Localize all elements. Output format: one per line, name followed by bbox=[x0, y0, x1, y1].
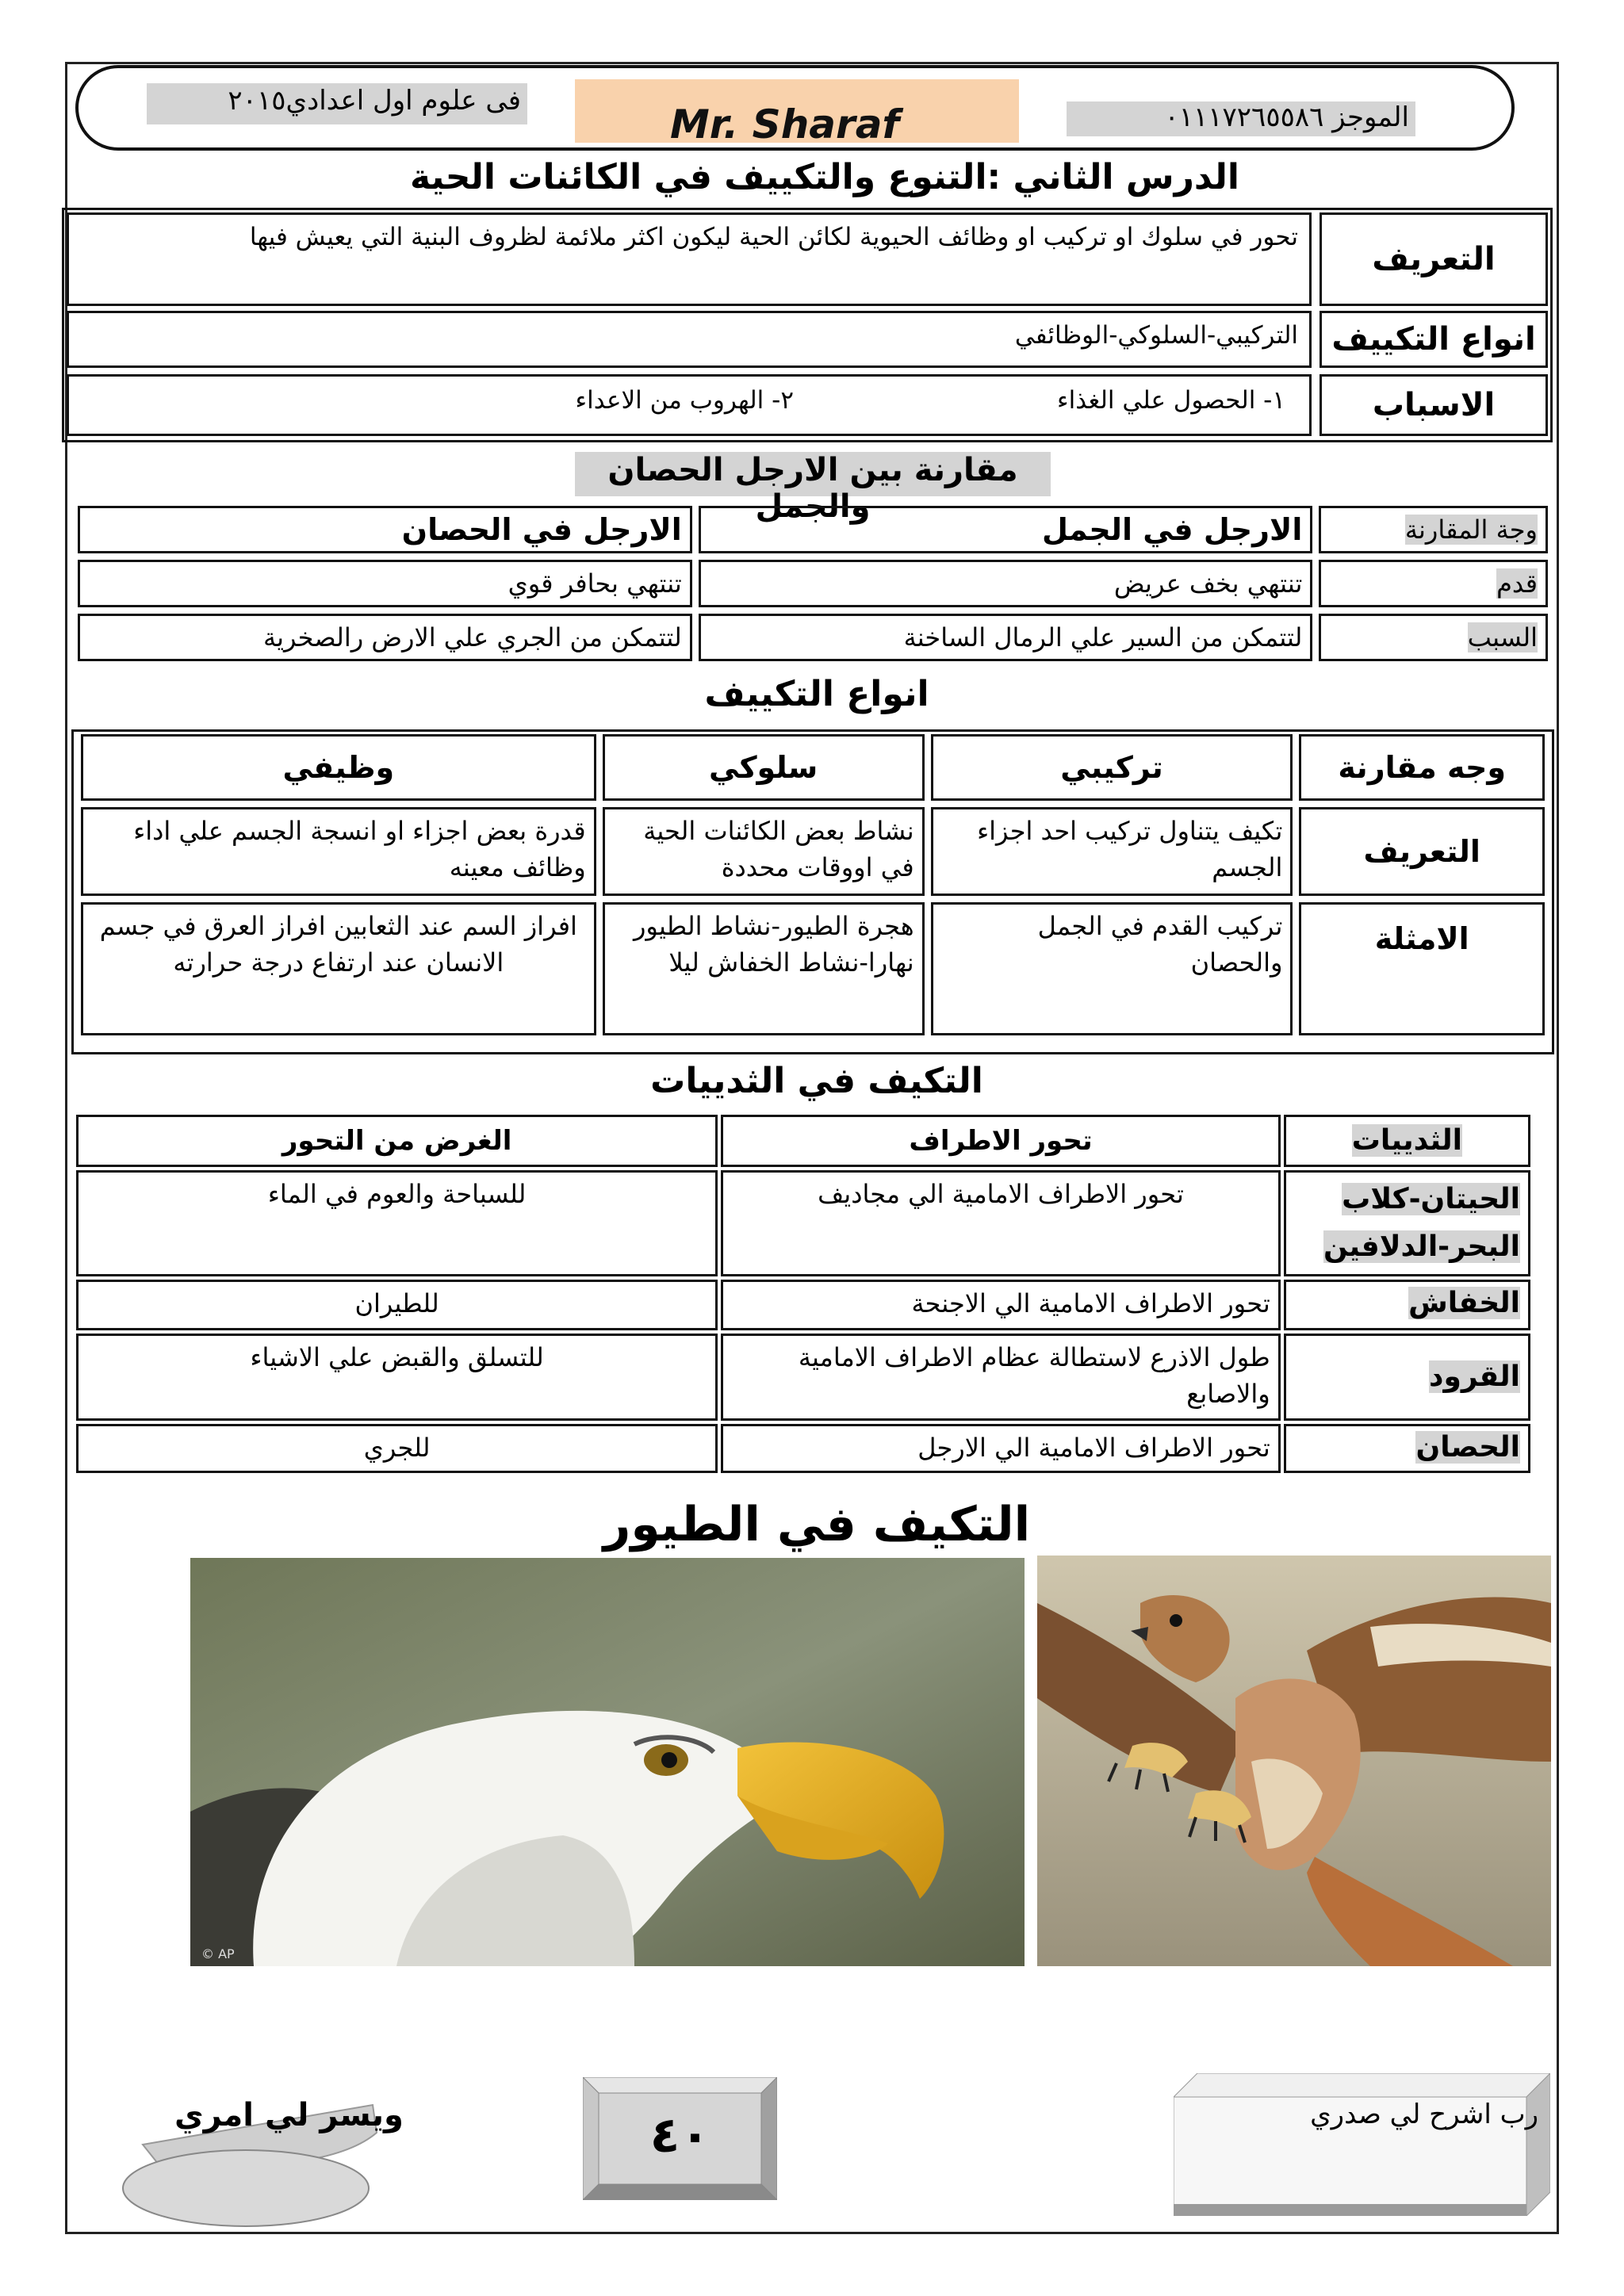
adaptation-types-label: انواع التكييف bbox=[1320, 311, 1548, 368]
table-cell: افراز السم عند الثعابين افراز العرق في جسم الانسان عند ارتفاع درجة حرارته bbox=[81, 902, 596, 1035]
table-header: التعريف bbox=[1299, 807, 1545, 896]
lesson-title: الدرس الثاني :التنوع والتكييف في الكائنات الحية bbox=[410, 157, 1239, 197]
table-cell: تحور الاطراف الامامية الي الارجل bbox=[721, 1424, 1281, 1473]
cell-text: الحصان bbox=[1415, 1431, 1520, 1464]
table-header: تركيبي bbox=[931, 734, 1293, 801]
table-row bbox=[76, 1424, 1530, 1473]
table-cell: تنتهي بحافر قوي bbox=[78, 560, 692, 607]
table-row bbox=[81, 734, 1545, 801]
table-cell: لتتمكن من السير علي الرمال الساخنة bbox=[699, 614, 1313, 661]
table-row bbox=[81, 902, 1545, 1035]
definition-label: التعريف bbox=[1320, 212, 1548, 306]
table-cell: تنتهي بخف عريض bbox=[699, 560, 1313, 607]
hawk-image bbox=[1037, 1556, 1551, 1966]
footer-right-box bbox=[1174, 2073, 1550, 2216]
table-cell: طول الاذرع لاستطالة عظام الاطراف الامامية والاصابع bbox=[721, 1334, 1281, 1421]
table-header: تحور الاطراف bbox=[721, 1115, 1281, 1167]
types-title: انواع التكييف bbox=[704, 674, 929, 714]
header-phone: الموجز ٠١١١٧٢٦٥٥٨٦ bbox=[1067, 101, 1415, 136]
cell-text: وجة المقارنة bbox=[1404, 515, 1538, 545]
table-cell: للجري bbox=[76, 1424, 718, 1473]
header-teacher-name: Mr. Sharaf bbox=[670, 101, 900, 147]
page-number: ٤٠ bbox=[649, 2106, 710, 2164]
table-cell: قدرة بعض اجزاء او انسجة الجسم علي اداء وظائف معينه bbox=[81, 807, 596, 896]
reason-escape: ٢- الهروب من الاعداء bbox=[575, 386, 794, 415]
types-table bbox=[75, 728, 1551, 1042]
table-header: الارجل في الحصان bbox=[78, 506, 692, 553]
table-row bbox=[81, 807, 1545, 896]
table-cell bbox=[1284, 1280, 1530, 1330]
table-cell bbox=[1319, 506, 1548, 553]
table-row bbox=[76, 1115, 1530, 1167]
definition-text: تحور في سلوك او تركيب او وظائف الحيوية لكائن الحية ليكون اكثر ملائمة لظروف البنية التي يعيش فيها bbox=[67, 212, 1312, 306]
table-cell bbox=[1284, 1170, 1530, 1276]
header-course-label: فى علوم اول اعدادي٢٠١٥ bbox=[147, 83, 527, 124]
table-row bbox=[78, 560, 1548, 607]
table-cell bbox=[1284, 1334, 1530, 1421]
table-cell: نشاط بعض الكائنات الحية في اووقات محددة bbox=[603, 807, 925, 896]
table-cell bbox=[1319, 614, 1548, 661]
table-row bbox=[78, 614, 1548, 661]
table-cell bbox=[1284, 1424, 1530, 1473]
table-header: الغرض من التحور bbox=[76, 1115, 718, 1167]
table-row bbox=[76, 1280, 1530, 1330]
mammals-title: التكيف في الثدييات bbox=[650, 1061, 983, 1101]
cell-text: السبب bbox=[1467, 622, 1538, 652]
footer-prayer-right: رب اشرح لي صدري bbox=[1310, 2099, 1538, 2130]
reasons-box bbox=[67, 374, 1312, 436]
mammals-table bbox=[73, 1112, 1534, 1476]
header-name-panel bbox=[575, 79, 1019, 147]
table-cell: للسباحة والعوم في الماء bbox=[76, 1170, 718, 1276]
page-number-box bbox=[583, 2077, 777, 2200]
comparison-title: مقارنة بين الارجل الحصان والجمل bbox=[575, 452, 1051, 496]
cell-text: قدم bbox=[1496, 568, 1538, 599]
table-header: سلوكي bbox=[603, 734, 925, 801]
table-header bbox=[1284, 1115, 1530, 1167]
cell-text: الحيتان-كلاب البحر-الدلافين bbox=[1323, 1183, 1520, 1263]
adaptation-types-text: التركيبي-السلوكي-الوظائفي bbox=[67, 311, 1312, 368]
table-row bbox=[76, 1170, 1530, 1276]
bald-eagle-image bbox=[190, 1558, 1025, 1966]
cell-text: القرود bbox=[1428, 1360, 1520, 1393]
reason-food: ١- الحصول علي الغذاء bbox=[1057, 386, 1285, 415]
table-cell: لتتمكن من الجري علي الارض رالصخرية bbox=[78, 614, 692, 661]
table-row bbox=[76, 1334, 1530, 1421]
table-header: الارجل في الجمل bbox=[699, 506, 1313, 553]
table-cell: هجرة الطيور-نشاط الطيور نهارا-نشاط الخفاش ليلا bbox=[603, 902, 925, 1035]
table-cell: للتسلق والقبض علي الاشياء bbox=[76, 1334, 718, 1421]
table-cell: تركيب القدم في الجمل والحصان bbox=[931, 902, 1293, 1035]
table-row bbox=[78, 506, 1548, 553]
cell-text: الثدييات bbox=[1351, 1124, 1462, 1157]
table-header: الامثلة bbox=[1299, 902, 1545, 1035]
cell-text: الخفاش bbox=[1408, 1287, 1520, 1319]
table-cell: للطيران bbox=[76, 1280, 718, 1330]
table-cell: تحور الاطراف الامامية الي الاجنحة bbox=[721, 1280, 1281, 1330]
table-cell bbox=[1319, 560, 1548, 607]
table-cell: تكيف يتناول تركيب احد اجزاء الجسم bbox=[931, 807, 1293, 896]
table-cell: تحور الاطراف الامامية الي مجاديف bbox=[721, 1170, 1281, 1276]
table-header: وجه مقارنة bbox=[1299, 734, 1545, 801]
eagle-credit: © AP bbox=[201, 1946, 235, 1961]
reasons-label: الاسباب bbox=[1320, 374, 1548, 436]
birds-title: التكيف في الطيور bbox=[603, 1497, 1031, 1552]
comparison-table bbox=[71, 499, 1554, 668]
table-header: وظيفي bbox=[81, 734, 596, 801]
footer-prayer-left: ويسر لي امري bbox=[174, 2097, 404, 2133]
